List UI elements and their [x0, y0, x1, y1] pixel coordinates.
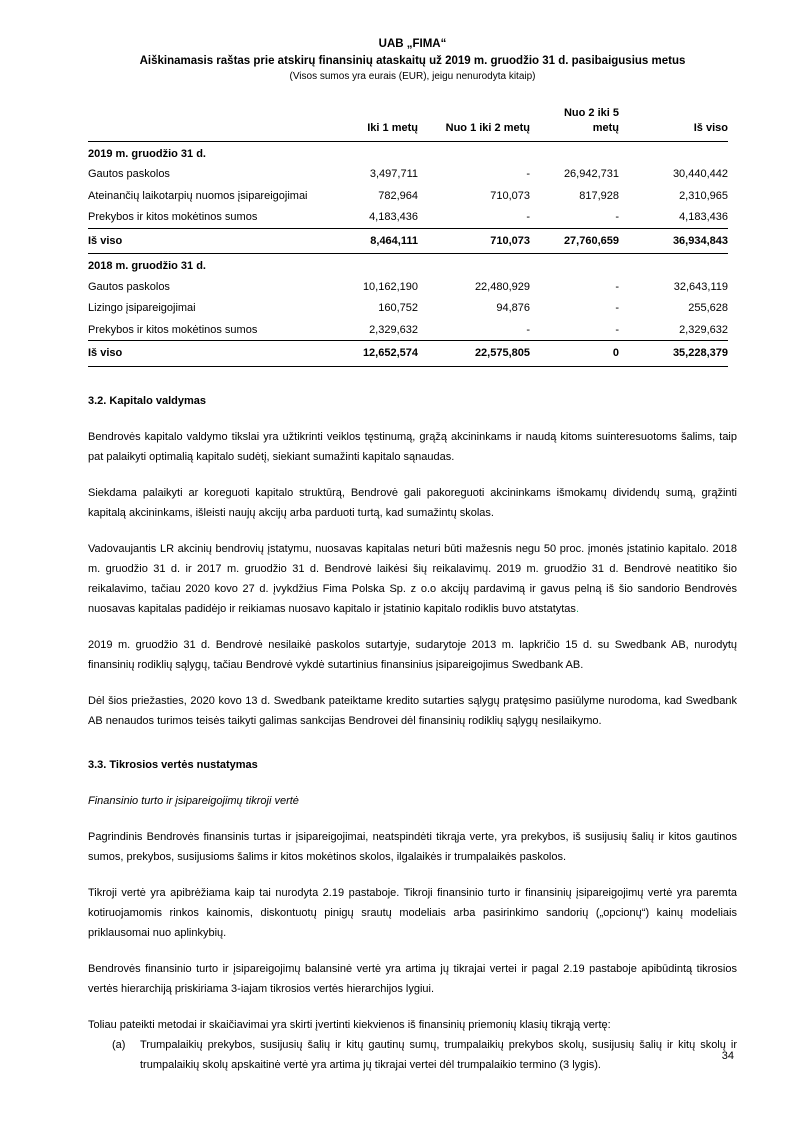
- currency-note: (Visos sumos yra eurais (EUR), jeigu nenurodyta kitaip): [289, 71, 536, 82]
- page-title: Aiškinamasis raštas prie atskirų finansinių ataskaitų už 2019 m. gruodžio 31 d. pasibaigusius metus: [139, 55, 686, 67]
- paragraph: Dėl šios priežasties, 2020 kovo 13 d. Swedbank pateiktame kredito sutarties sąlygų pratęsimo pasiūlyme nurodoma, kad Swedbank AB nenaudos turimos teisės taikyti galimas sankcijas Bendrovei dėl finansinių rodiklių sąlygų nesilaikymo.: [88, 694, 737, 727]
- cell-value: 32,643,119: [673, 280, 728, 293]
- paragraph: 2019 m. gruodžio 31 d. Bendrovė nesilaikė paskolos sutartyje, sudarytoje 2013 m. lapkričio 15 d. su Swedbank AB, nurodytų finansinių rodiklių sąlygų, tačiau Bendrovė vykdė sutartinius finansinius įsipareigojimus Swedbank AB.: [88, 638, 737, 671]
- cell-value: 10,162,190: [362, 280, 418, 293]
- row-label: Lizingo įsipareigojimai: [88, 302, 196, 315]
- total-value: 35,228,379: [619, 341, 728, 366]
- document-header: [88, 38, 737, 82]
- cell-value: 2,310,965: [679, 189, 728, 202]
- cell-value: -: [615, 323, 619, 336]
- paragraph: [88, 539, 737, 619]
- row-label: Gautos paskolos: [88, 168, 170, 181]
- page-number: 34: [721, 1050, 734, 1062]
- cell-value: -: [526, 323, 530, 336]
- cell-value: -: [615, 302, 619, 315]
- section-heading-3-2: 3.2. Kapitalo valdymas: [88, 394, 206, 407]
- total-value: 36,934,843: [619, 228, 728, 253]
- total-value: 710,073: [418, 228, 530, 253]
- cell-value: 160,752: [378, 302, 418, 315]
- cell-value: 782,964: [378, 189, 418, 202]
- table-row: [88, 298, 728, 319]
- paragraph: Bendrovės finansinio turto ir įsipareigojimų balansinė vertė yra artima jų tikrajai vertei ir pagal 2.19 pastaboje apibūdintą tikrosios vertės hierarchiją priskiriama 3-iajam tikrosios vertės hierarchijos lygiui.: [88, 962, 737, 995]
- cell-value: 4,183,436: [679, 211, 728, 224]
- cell-value: -: [615, 211, 619, 224]
- table-row: [88, 185, 728, 206]
- row-label: Prekybos ir kitos mokėtinos sumos: [88, 211, 258, 224]
- cell-value: 255,628: [688, 302, 728, 315]
- total-label: Iš viso: [88, 341, 330, 366]
- total-value: 22,575,805: [418, 341, 530, 366]
- table-total-row-2018: [88, 341, 728, 366]
- cell-value: 26,942,731: [563, 168, 619, 181]
- total-value: 12,652,574: [330, 341, 418, 366]
- cell-value: 2,329,632: [679, 323, 728, 336]
- table-section-2018: [88, 254, 728, 277]
- section-label: 2019 m. gruodžio 31 d.: [88, 147, 206, 160]
- total-label: Iš viso: [88, 228, 330, 253]
- cell-value: 710,073: [490, 189, 530, 202]
- table-total-row-2019: [88, 228, 728, 253]
- list-item-text: Trumpalaikių prekybos, susijusių šalių ir kitų gautinų sumų, trumpalaikių prekybos skolų, susijusių šalių ir kitų skolų ir trumpalaikių skolų apskaitinė vertė yra artima jų tikrajai vertei dėl trumpalaikio termino (3 lygis).: [140, 1038, 737, 1071]
- table-header-empty: [88, 104, 330, 141]
- cell-value: 4,183,436: [369, 211, 418, 224]
- cell-value: -: [526, 168, 530, 181]
- row-label: Ateinančių laikotarpių nuomos įsipareigojimai: [88, 189, 308, 202]
- cell-value: 94,876: [496, 302, 530, 315]
- paragraph: Siekdama palaikyti ar koreguoti kapitalo struktūrą, Bendrovė gali pakoreguoti akcininkams išmokamų dividendų sumą, grąžinti kapitalą akcininkams, išleisti naujų akcijų arba parduoti turtą, kad sumažintų skolas.: [88, 486, 737, 519]
- cell-value: -: [615, 280, 619, 293]
- paragraph-text: Vadovaujantis LR akcinių bendrovių įstatymu, nuosavas kapitalas neturi būti mažesnis negu 50 proc. įmonės įstatinio kapitalo. 2018 m. gruodžio 31 d. ir 2017 m. gruodžio 31 d. Bendrovė laikėsi šių reikalavimų. 2019 m. gruodžio 31 d. Bendrovė neatitiko šio reikalavimo, tačiau 2020 kovo 27 d. įvykdžius Fima Polska Sp. z o.o akcijų pardavimą ir gavus pelną iš šio sandorio Bendrovės nuosavas kapitalas padidėjo ir reikiamas nuosavo kapitalo ir įstatinio kapitalo rodiklis buvo atstatytas: [88, 542, 737, 615]
- total-value: 0: [530, 341, 619, 366]
- section-label: 2018 m. gruodžio 31 d.: [88, 260, 206, 273]
- sub-heading-fair-value: Finansinio turto ir įsipareigojimų tikroji vertė: [88, 794, 299, 807]
- row-label: Gautos paskolos: [88, 280, 170, 293]
- cell-value: -: [526, 211, 530, 224]
- table-section-2019: [88, 141, 728, 164]
- cell-value: 2,329,632: [369, 323, 418, 336]
- body-text: [88, 391, 737, 1075]
- paragraph: Toliau pateikti metodai ir skaičiavimai yra skirti įvertinti kiekvienos iš finansinių priemonių klasių tikrąją vertę:: [88, 1018, 611, 1031]
- paragraph: Tikroji vertė yra apibrėžiama kaip tai nurodyta 2.19 pastaboje. Tikroji finansinio turto ir finansinių įsipareigojimų vertė yra paremta kotiruojamomis rinkos kainomis, diskontuotų pinigų srautų modeliais arba pasirinkimo sandorių („opcionų“) kainų modeliais priklausomai nuo aplinkybių.: [88, 886, 737, 939]
- maturity-table: [88, 104, 728, 367]
- list-item-a: [88, 1035, 737, 1075]
- table-header-row: [88, 104, 728, 141]
- table-header-nuo-1-iki-2-metu: Nuo 1 iki 2 metų: [418, 104, 530, 141]
- table-row: [88, 319, 728, 341]
- cell-value: 3,497,711: [369, 168, 418, 181]
- total-value: 8,464,111: [330, 228, 418, 253]
- table-header-iki-1-metu: Iki 1 metų: [330, 104, 418, 141]
- total-value: 27,760,659: [530, 228, 619, 253]
- cell-value: 22,480,929: [474, 280, 530, 293]
- table-row: [88, 207, 728, 229]
- table-header-is-viso: Iš viso: [619, 104, 728, 141]
- table-row: [88, 276, 728, 297]
- table-row: [88, 164, 728, 185]
- paragraph: Pagrindinis Bendrovės finansinis turtas ir įsipareigojimai, neatspindėti tikrąja verte, yra prekybos, iš susijusių šalių ir kitos gautinos sumos, prekybos, susijusioms šalims ir kitos mokėtinos skolos, ilgalaikės ir trumpalaikės paskolos.: [88, 830, 737, 863]
- tracked-change-period: .: [575, 602, 579, 615]
- table-header-nuo-2-iki-5-metu: Nuo 2 iki 5 metų: [530, 104, 619, 141]
- cell-value: 817,928: [579, 189, 619, 202]
- row-label: Prekybos ir kitos mokėtinos sumos: [88, 323, 258, 336]
- list-marker: (a): [112, 1038, 126, 1051]
- paragraph: Bendrovės kapitalo valdymo tikslai yra užtikrinti veiklos tęstinumą, grąžą akcininkams ir naudą kitoms suinteresuotoms šalims, taip pat palaikyti optimalią kapitalo sudėtį, siekiant sumažinti kapitalo sąnaudas.: [88, 430, 737, 463]
- cell-value: 30,440,442: [672, 168, 728, 181]
- section-heading-3-3: 3.3. Tikrosios vertės nustatymas: [88, 758, 258, 771]
- company-name: UAB „FIMA“: [378, 38, 447, 50]
